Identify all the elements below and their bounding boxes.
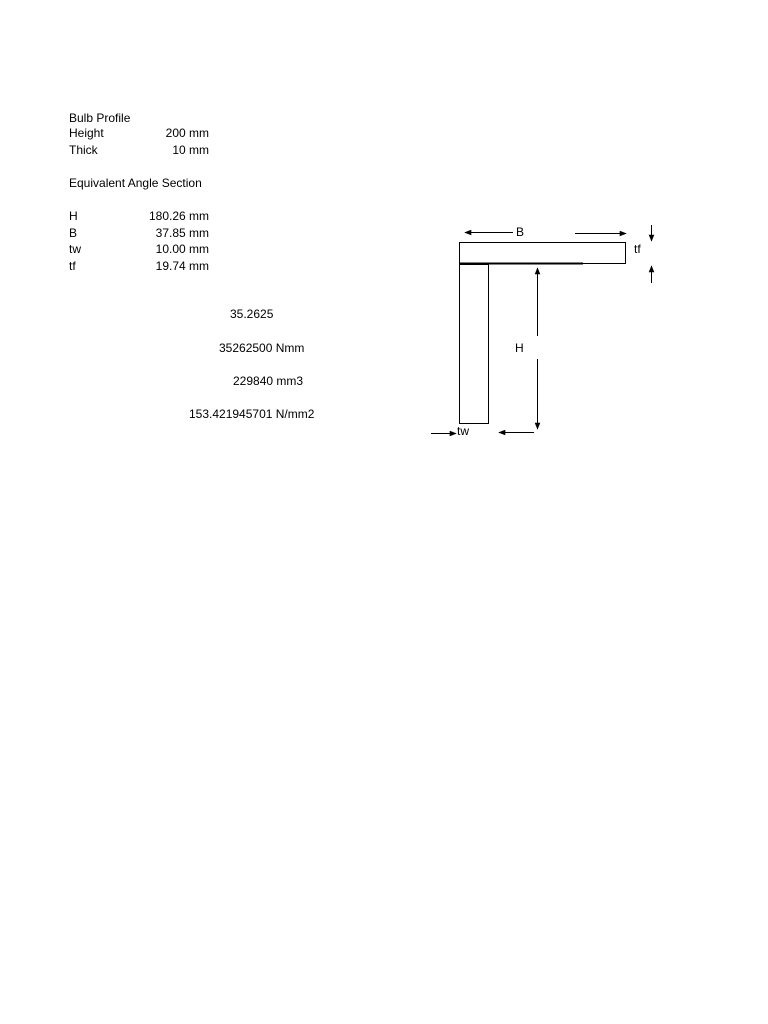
- result-value-1: 35.2625: [230, 307, 274, 321]
- bulb-profile-title: Bulb Profile: [69, 111, 131, 125]
- height-value: 200 mm: [165, 126, 209, 140]
- tw-value: 10.00 mm: [155, 242, 209, 256]
- diagram-label-h: H: [515, 341, 524, 355]
- tf-label: tf: [69, 259, 76, 273]
- height-label: Height: [69, 126, 104, 140]
- equivalent-angle-title: Equivalent Angle Section: [69, 176, 202, 190]
- b-value: 37.85 mm: [155, 226, 209, 240]
- result-section-modulus: 229840 mm3: [233, 374, 304, 388]
- web-rect: [460, 265, 489, 424]
- b-label: B: [69, 226, 78, 240]
- h-value: 180.26 mm: [148, 209, 209, 223]
- tf-value: 19.74 mm: [155, 259, 209, 273]
- diagram-label-tf: tf: [634, 242, 641, 256]
- flange-rect: [460, 243, 626, 264]
- thick-label: Thick: [69, 143, 98, 157]
- h-label: H: [69, 209, 78, 223]
- diagram-label-b: B: [516, 225, 525, 239]
- tw-label: tw: [69, 242, 81, 256]
- result-bending-moment: 35262500 Nmm: [219, 341, 305, 355]
- diagram-label-tw: tw: [457, 424, 469, 438]
- result-stress: 153.421945701 N/mm2: [189, 407, 315, 421]
- thick-value: 10 mm: [172, 143, 209, 157]
